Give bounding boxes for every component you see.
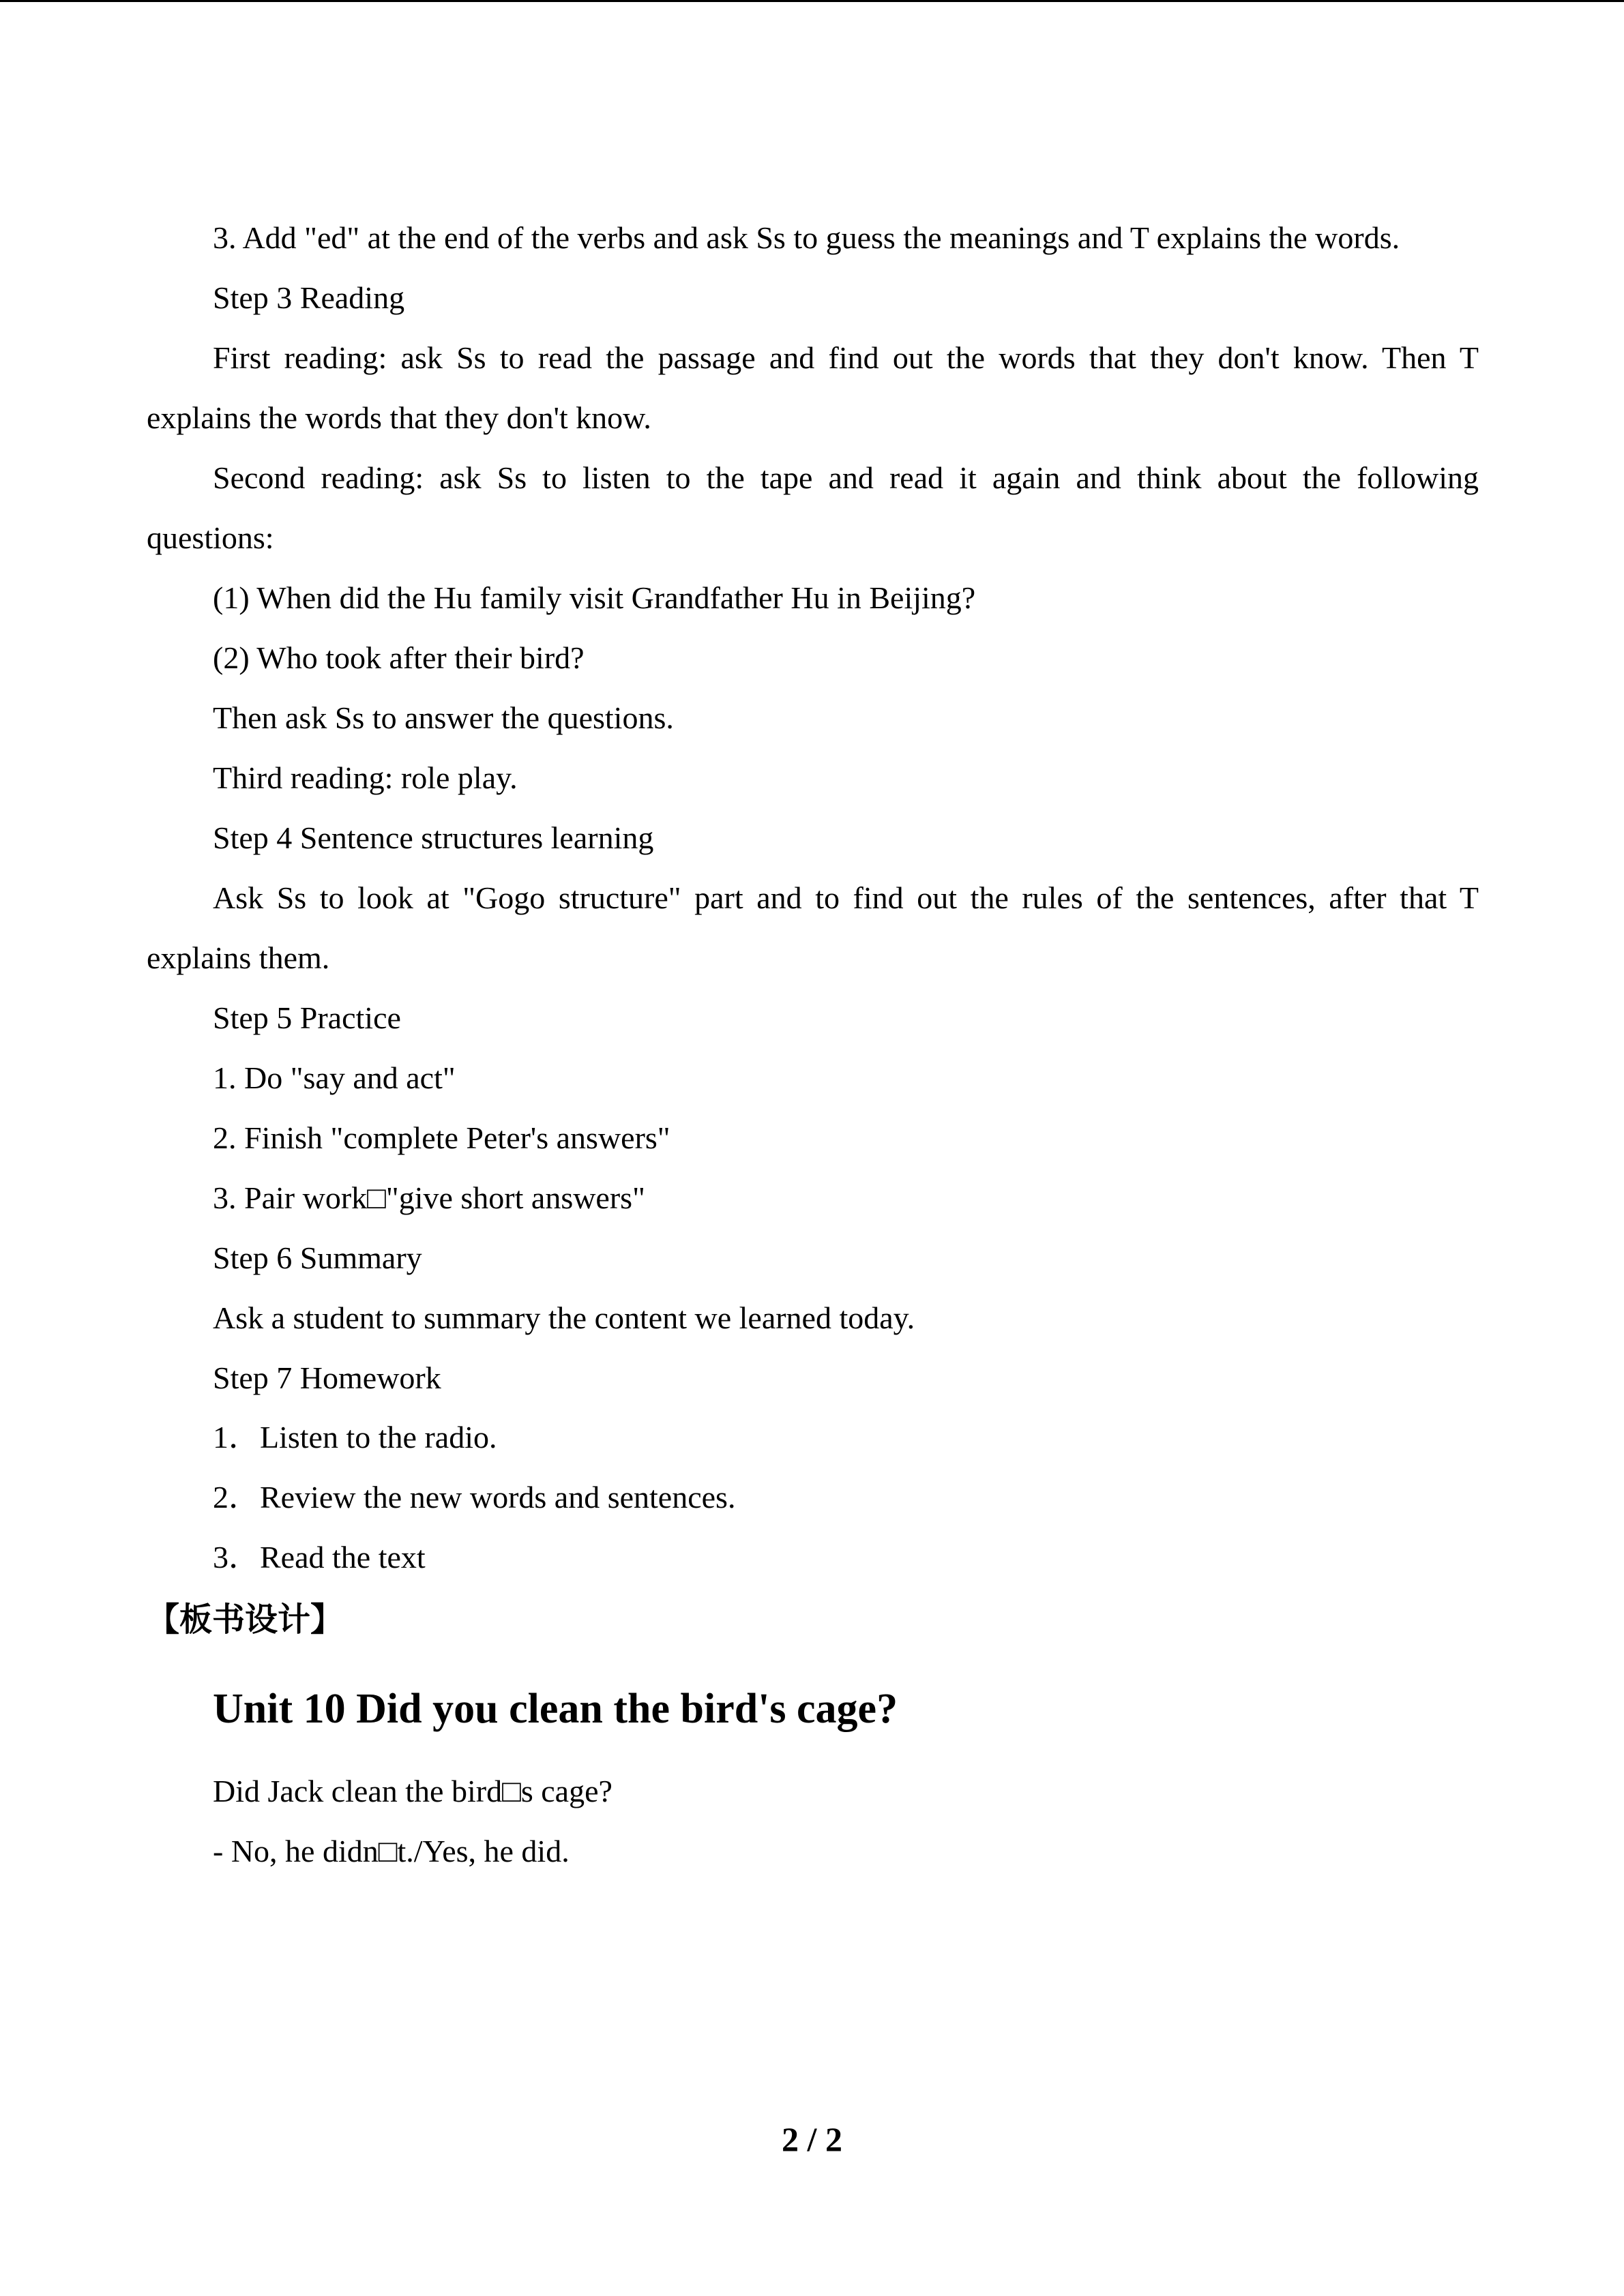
step-heading: Step 6 Summary bbox=[213, 1240, 422, 1275]
paragraph-line: First reading: ask Ss to read the passage and find out the words that they don't know. Then T bbox=[213, 340, 1479, 375]
step-heading: Step 3 Reading bbox=[213, 280, 405, 315]
page-number: 2 / 2 bbox=[782, 2120, 842, 2158]
board-line: Did Jack clean the bird□s cage? bbox=[213, 1774, 612, 1808]
paragraph-line: questions: bbox=[147, 520, 274, 555]
list-item: 3. Pair work□"give short answers" bbox=[213, 1180, 645, 1215]
top-border-line bbox=[0, 0, 1624, 2]
list-item: 1．Listen to the radio. bbox=[213, 1420, 497, 1455]
paragraph-line: Second reading: ask Ss to listen to the tape and read it again and think about the following bbox=[213, 460, 1479, 495]
list-item: 3．Read the text bbox=[213, 1540, 426, 1575]
paragraph-line: Ask a student to summary the content we learned today. bbox=[213, 1300, 915, 1335]
list-item: 1. Do "say and act" bbox=[213, 1060, 456, 1095]
paragraph-line: Then ask Ss to answer the questions. bbox=[213, 700, 674, 735]
paragraph-line: Ask Ss to look at "Gogo structure" part and to find out the rules of the sentences, after that T bbox=[213, 880, 1479, 915]
step-heading: Step 7 Homework bbox=[213, 1360, 441, 1395]
list-item: 2．Review the new words and sentences. bbox=[213, 1480, 736, 1515]
step-heading: Step 5 Practice bbox=[213, 1000, 401, 1035]
list-item: 2. Finish "complete Peter's answers" bbox=[213, 1120, 670, 1155]
paragraph-line: explains them. bbox=[147, 940, 330, 975]
board-line: - No, he didn□t./Yes, he did. bbox=[213, 1834, 570, 1868]
board-title: Unit 10 Did you clean the bird's cage? bbox=[213, 1686, 898, 1732]
paragraph-line: explains the words that they don't know. bbox=[147, 400, 651, 435]
step-heading: Step 4 Sentence structures learning bbox=[213, 820, 654, 855]
paragraph-line: 3. Add "ed" at the end of the verbs and ask Ss to guess the meanings and T explains the words. bbox=[213, 220, 1400, 255]
question-item: (1) When did the Hu family visit Grandfather Hu in Beijing? bbox=[213, 580, 976, 615]
paragraph-line: Third reading: role play. bbox=[213, 760, 518, 795]
section-heading: 【板书设计】 bbox=[147, 1600, 344, 1639]
question-item: (2) Who took after their bird? bbox=[213, 640, 585, 675]
